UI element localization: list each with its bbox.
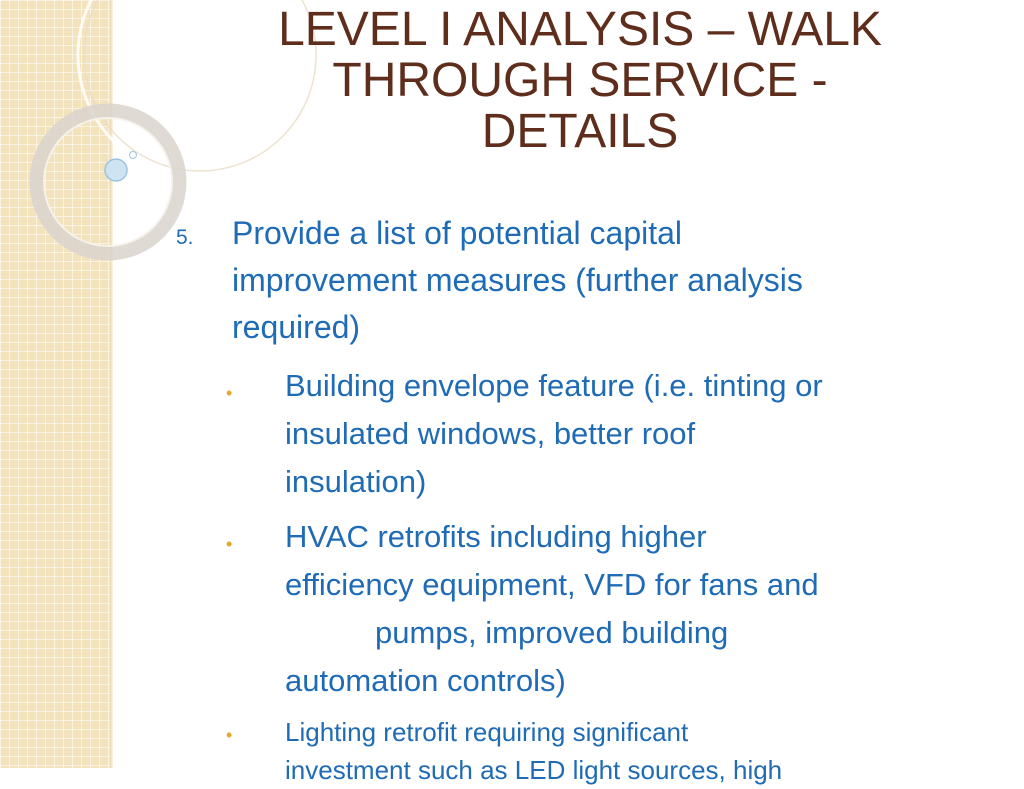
bullet-item-lighting: [285, 713, 995, 789]
list-number: 5.: [176, 226, 194, 249]
bullet-icon: •: [226, 383, 233, 403]
bullet-1-line-3: insulation): [285, 464, 427, 499]
title-line-2: THROUGH SERVICE -: [332, 54, 828, 107]
title-line-1: LEVEL I ANALYSIS – WALK: [278, 3, 882, 56]
bullet-icon: •: [226, 534, 233, 554]
bullet-1-line-2: insulated windows, better roof: [285, 416, 696, 451]
item-line-1: Provide a list of potential capital: [232, 215, 683, 251]
bullet-3-line-2: investment such as LED light sources, high: [285, 755, 783, 785]
bullet-2-line-2: efficiency equipment, VFD for fans and: [285, 567, 819, 602]
bullet-1-line-1: Building envelope feature (i.e. tinting or: [285, 368, 823, 403]
numbered-item-text: [232, 210, 972, 351]
item-line-2: improvement measures (further analysis: [232, 262, 803, 298]
bullet-2-line-4: automation controls): [285, 663, 566, 698]
bullet-icon: •: [226, 725, 233, 745]
bullet-3-line-1: Lighting retrofit requiring significant: [285, 717, 689, 747]
bullet-2-line-1: HVAC retrofits including higher: [285, 519, 707, 554]
bullet-item-hvac: [285, 513, 995, 705]
item-line-3: required): [232, 309, 361, 345]
title-line-3: DETAILS: [481, 105, 679, 158]
bullet-item-envelope: [285, 362, 995, 506]
bullet-2-line-3: pumps, improved building: [375, 615, 729, 650]
